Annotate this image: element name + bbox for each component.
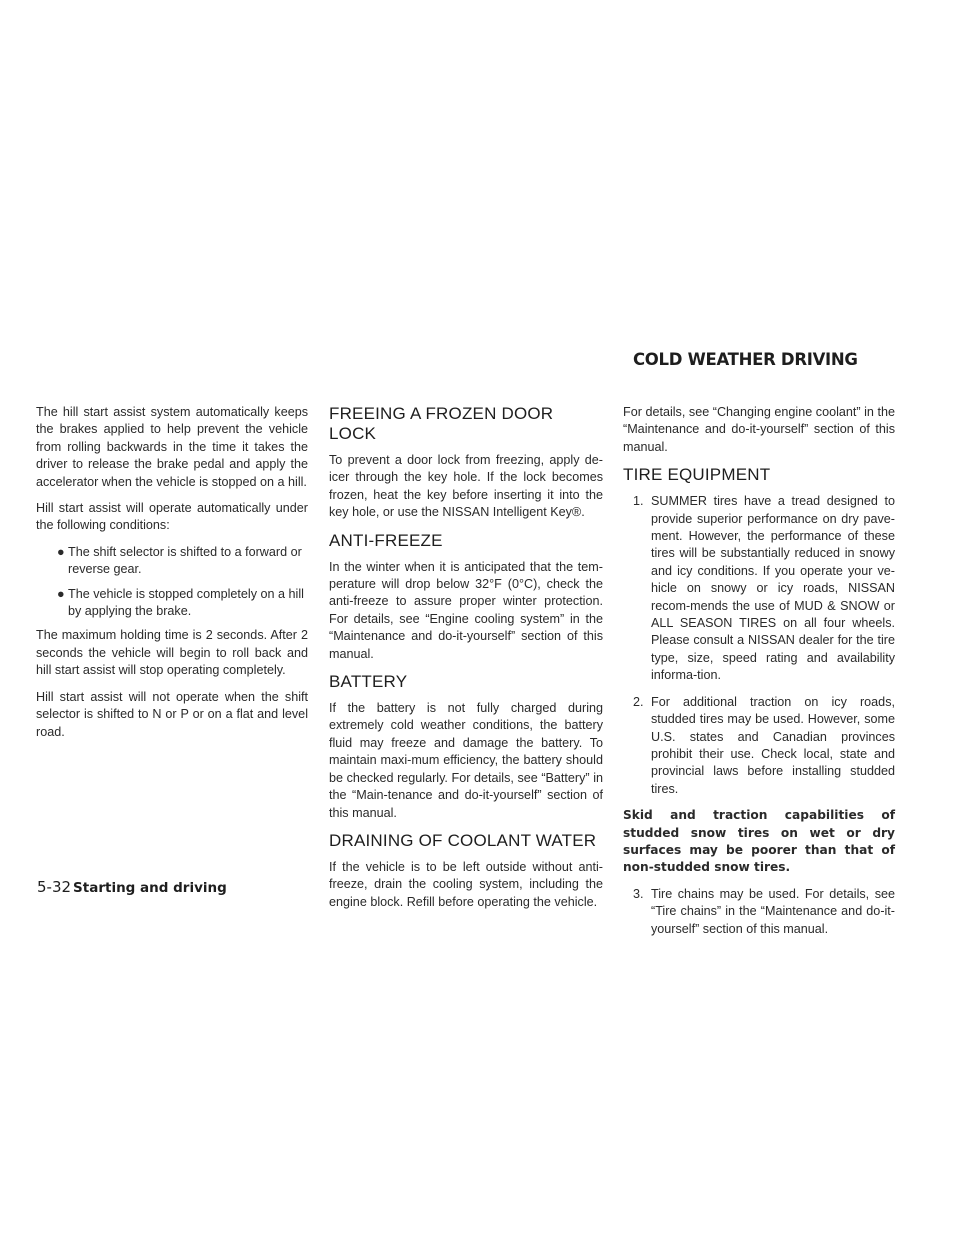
warning-text: Skid and traction capabilities of studded snow tires on wet or dry surfaces may be poorer than that of non-studded snow tires. <box>623 808 895 875</box>
bullet-icon: ● <box>57 586 65 601</box>
paragraph: If the vehicle is to be left outside without anti-freeze, drain the cooling system, including the engine block. Refill before operating the vehicle. <box>329 859 603 909</box>
item-number: 1. <box>633 494 644 509</box>
bullet-item <box>36 586 308 621</box>
item-text: Tire chains may be used. For details, see “Tire chains” in the “Maintenance and do-it-yourself” section of this manual. <box>651 886 895 936</box>
paragraph: In the winter when it is anticipated that the tem-perature will drop below 32°F (0°C), check the anti-freeze to assure proper winter protection. For details, see “Engine cooling system” in the “Maintenance and do-it-yourself” section of this manual. <box>329 559 603 661</box>
heading-tire-equipment: TIRE EQUIPMENT <box>623 465 771 485</box>
heading-anti-freeze: ANTI-FREEZE <box>329 530 443 550</box>
paragraph: The maximum holding time is 2 seconds. After 2 seconds the vehicle will begin to roll back and hill start assist will stop operating completely. <box>36 628 308 678</box>
item-text: SUMMER tires have a tread designed to provide superior performance on dry pave-ment. However, the performance of these tires will be substantially reduced in snowy and icy conditions. If you operate your ve-hicle on snowy or icy roads, NISSAN recom-mends the use of MUD & SNOW or ALL SEASON TIRES on all four wheels. Please consult a NISSAN dealer for the tire type, size, speed rating and availability informa-tion. <box>651 494 895 683</box>
bullet-item <box>36 544 308 579</box>
page-footer <box>37 878 227 896</box>
column-left <box>36 404 308 750</box>
paragraph: Hill start assist will not operate when the shift selector is shifted to N or P or on a flat and level road. <box>36 689 308 739</box>
item-number: 2. <box>633 694 644 709</box>
section-title: COLD WEATHER DRIVING <box>633 350 858 369</box>
heading-battery: BATTERY <box>329 672 408 692</box>
heading-draining-coolant: DRAINING OF COOLANT WATER <box>329 830 597 850</box>
numbered-item <box>623 493 895 684</box>
numbered-item <box>623 886 895 938</box>
paragraph: For details, see “Changing engine coolant” in the “Maintenance and do-it-yourself” section of this manual. <box>623 405 895 454</box>
paragraph: To prevent a door lock from freezing, apply de-icer through the key hole. If the lock becomes frozen, heat the key before inserting it into the key hole, or use the NISSAN Intelligent Key®. <box>329 453 603 520</box>
bullet-text: The vehicle is stopped completely on a hill by applying the brake. <box>68 586 304 619</box>
chapter-title: Starting and driving <box>73 880 227 896</box>
numbered-item <box>623 694 895 798</box>
page-number: 5-32 <box>37 878 72 896</box>
paragraph: Hill start assist will operate automatically under the following conditions: <box>36 501 308 533</box>
paragraph: If the battery is not fully charged during extremely cold weather conditions, the battery fluid may freeze and damage the battery. To maintain maxi-mum efficiency, the battery should be checked regularly. For details, see “Battery” in the “Main-tenance and do-it-yourself” section of this manual. <box>329 701 603 820</box>
item-text: For additional traction on icy roads, studded tires may be used. However, some U.S. states and Canadian provinces prohibit their use. Check local, state and provincial laws before installing studded tires. <box>651 694 895 796</box>
column-right <box>623 404 895 947</box>
column-middle <box>329 404 603 920</box>
heading-frozen-door-lock: FREEING A FROZEN DOOR LOCK <box>329 404 554 443</box>
bullet-icon: ● <box>57 544 65 559</box>
item-number: 3. <box>633 886 644 901</box>
bullet-text: The shift selector is shifted to a forward or reverse gear. <box>68 544 302 577</box>
paragraph: The hill start assist system automatically keeps the brakes applied to help prevent the vehicle from rolling backwards in the time it takes the driver to release the brake pedal and apply the accelerator when the vehicle is stopped on a hill. <box>36 405 308 489</box>
